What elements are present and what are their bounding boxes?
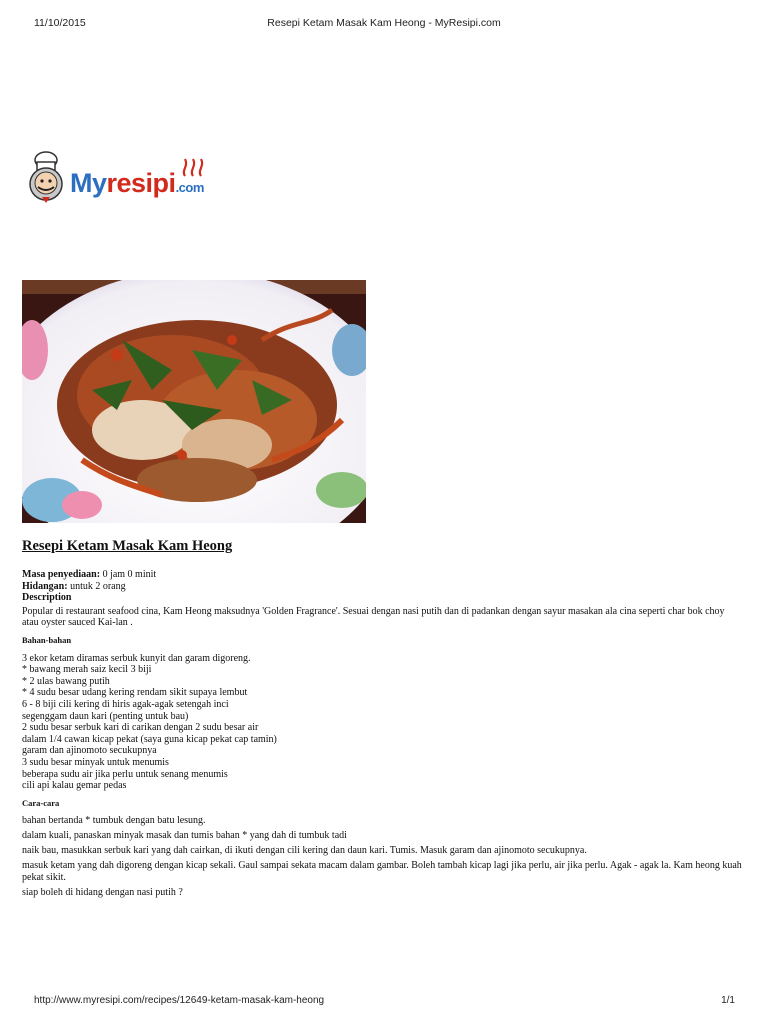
recipe-content (22, 537, 742, 902)
ingredients-label: Bahan-bahan (22, 634, 72, 645)
ingredient-item: dalam 1/4 cawan kicap pekat (saya guna kicap pekat cap tamin) (22, 733, 277, 745)
print-page-title: Resepi Ketam Masak Kam Heong - MyResipi.com (267, 17, 501, 29)
ingredient-item: 3 sudu besar minyak untuk menumis (22, 756, 169, 768)
step-item: naik bau, masukkan serbuk kari yang dah cairkan, di ikuti dengan cili kering dan daun kari. Tumis. Masuk garam dan ajinomoto secukupnya. (22, 845, 587, 857)
ingredient-item: * 4 sudu besar udang kering rendam sikit supaya lembut (22, 687, 248, 699)
logo-wordmark: Myresipi.com (70, 168, 204, 198)
step-item: bahan bertanda * tumbuk dengan batu lesung. (22, 815, 206, 827)
step-item: dalam kuali, panaskan minyak masak dan tumis bahan * yang dah di tumbuk tadi (22, 830, 347, 842)
crab-dish-image (22, 280, 366, 523)
print-date: 11/10/2015 (34, 17, 86, 29)
ingredient-item: * 2 ulas bawang putih (22, 675, 110, 687)
print-url[interactable]: http://www.myresipi.com/recipes/12649-ketam-masak-kam-heong (34, 995, 325, 1006)
servings: Hidangan: untuk 2 orang (22, 580, 126, 592)
ingredient-item: 6 - 8 biji cili kering di hiris agak-agak setengah inci (22, 698, 229, 710)
ingredient-item: garam dan ajinomoto secukupnya (22, 745, 157, 757)
ingredient-item: cili api kalau gemar pedas (22, 780, 127, 792)
ingredient-item: 3 ekor ketam diramas serbuk kunyit dan garam digoreng. (22, 652, 251, 664)
recipe-photo (22, 280, 366, 523)
description-text: Popular di restaurant seafood cina, Kam Heong maksudnya 'Golden Fragrance'. Sesuai dengan nasi putih dan di padankan dengan sayur masakan ala cina seperti char bok choy atau oyster sauced Kai-lan . (22, 605, 725, 629)
description-label: Description (22, 592, 72, 604)
prep-time: Masa penyediaan: 0 jam 0 minit (22, 569, 157, 580)
myresipi-logo[interactable] (22, 148, 222, 210)
steam-icon (180, 156, 206, 178)
chef-mascot-icon (22, 150, 70, 208)
ingredients-list (22, 653, 742, 792)
step-item: siap boleh di hidang dengan nasi putih ? (22, 886, 183, 898)
steps-list (22, 815, 742, 898)
steps-label: Cara-cara (22, 797, 60, 808)
ingredient-item: beberapa sudu air jika perlu untuk senang menumis (22, 768, 228, 780)
page-number: 1/1 (721, 995, 735, 1006)
ingredient-item: * bawang merah saiz kecil 3 biji (22, 664, 152, 676)
ingredient-item: segenggam daun kari (penting untuk bau) (22, 710, 189, 722)
step-item: masuk ketam yang dah digoreng dengan kicap sekali. Gaul sampai sekata macam dalam gambar. Boleh tambah kicap lagi jika perlu, air jika perlu. Agak - agak la. Kam heong kuah pekat sikit. (22, 860, 742, 883)
ingredient-item: 2 sudu besar serbuk kari di carikan dengan 2 sudu besar air (22, 722, 259, 734)
recipe-title[interactable]: Resepi Ketam Masak Kam Heong (22, 538, 233, 554)
